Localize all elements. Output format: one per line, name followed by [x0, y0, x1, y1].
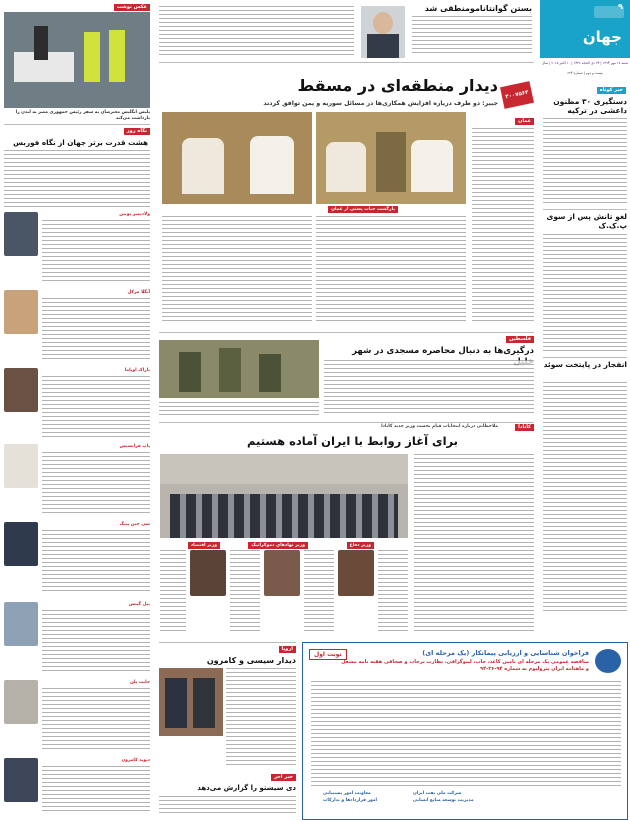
ad-signature-2: مدیریت توسعه منابع انسانی [413, 798, 474, 803]
profile-name-5: شی جین پینگ [119, 522, 150, 527]
top-story-tag: عمان [515, 118, 534, 125]
short-news-headline-1: دستگیری ۳۰ مظنون داعشی در ترکیه [553, 97, 627, 115]
profile-name-2: آنگلا مرکل [127, 290, 150, 295]
ad-signature-1: شرکت ملی نفت ایران [413, 791, 462, 796]
protest-caption: پلیس انگلیس معترضان به سفر رئیس جمهوری مصر به لندن را بازداشت می‌کند [15, 110, 150, 121]
ad-title: فراخوان شناسایی و ارزیابی پیمانکار (یک مرحله ای) [422, 649, 589, 657]
bottom-text-2 [159, 796, 296, 816]
bottom-stories [155, 640, 300, 818]
bottom-photo [159, 668, 223, 736]
short-news-text-2 [543, 234, 627, 354]
section-masthead [540, 0, 630, 58]
mid-story-text [324, 360, 534, 416]
top-story-subheadline: جبیر: دو طرف دریاره افزایش همکاری‌ها در مسائل سوریه و یمن توافق کردند [263, 100, 498, 107]
canada-minister-photo-2 [264, 550, 300, 596]
bottom-headline-1: دیدار سیسی و کامرون [206, 656, 296, 665]
mid-story-caption [159, 402, 319, 416]
canada-text-col-d [160, 550, 186, 634]
short-news-headline-3: انفجار در پایتخت سوئد [543, 360, 627, 369]
canada-text-right [414, 454, 534, 634]
bottom-text-1 [226, 668, 296, 768]
canada-story [155, 420, 538, 640]
mid-story-headline: درگیری‌ها به دنبال محاصره مسجدی در شهر [352, 346, 534, 356]
mid-story [155, 330, 538, 420]
top-story-photo [316, 112, 466, 204]
photo-news-tag: عکس نوشت [114, 4, 150, 11]
issue-badge: ۳۰۰۷۵۶۳ [500, 81, 534, 109]
profile-name-1: ولادیمیر پوتین [119, 212, 150, 217]
canada-kicker: ملاحظاتی درباره انتخابات قیام نخست وزیر جدید کانادا [381, 424, 498, 429]
profile-photo-merkel [4, 290, 38, 334]
short-news-text-3 [543, 382, 627, 612]
canada-headline: برای آغاز روابط با ایران آماده هستیم [246, 434, 458, 448]
section-title: جهان [582, 28, 622, 46]
canada-label-2: وزیر نهادهای دموکراتیک [248, 542, 308, 549]
mid-story-tag: فلسطین [506, 336, 534, 343]
canada-text-col-c [230, 550, 260, 634]
profile-photo-xi [4, 522, 38, 566]
top-story-kicker: بستن گوانتانامومنطقی شد [424, 4, 532, 13]
kicker-text-left [159, 6, 354, 58]
forbes-headline: هشت قدرت برتر جهان از نگاه فوربس [13, 138, 148, 147]
date-line: شنبه ۱۸ مهر ۱۳۹۴ | ۲۴ ذی الحجه ۱۴۳۶ | ۱۰ اکتبر ۲۰۱۵ | سال بیست و دوم | شماره ۶۲۴ [541, 61, 629, 75]
top-story-text-col-1 [472, 128, 534, 324]
top-story [155, 0, 538, 330]
ad-signature-3: معاونت امور پشتیبانی [323, 791, 371, 796]
bottom-tag-1: اروپا [279, 646, 296, 653]
kicker-text-right [412, 16, 532, 56]
kicker-portrait [361, 6, 405, 58]
canada-tag: کانادا [515, 424, 534, 431]
ad-logo [595, 649, 621, 673]
forbes-list [4, 212, 150, 816]
top-story-photo-2 [162, 112, 312, 204]
profile-name-6: بیل گیتس [128, 602, 150, 607]
profile-name-3: باراک اوباما [124, 368, 150, 373]
short-news-headline-2: لغو تانش پس از سوی پ.ک.ک [546, 212, 627, 230]
forbes-intro [4, 150, 150, 208]
canada-text-col-b [304, 550, 334, 634]
top-story-headline: دیدار منطقه‌ای در مسقط [297, 76, 498, 95]
left-column [0, 0, 152, 820]
tender-ad [302, 642, 628, 820]
canada-text-col-a [378, 550, 408, 634]
bottom-tag-2: خبر آخر [271, 774, 296, 781]
profile-photo-cameron [4, 758, 38, 802]
mid-story-photo [159, 340, 319, 398]
profile-photo-yellen [4, 680, 38, 724]
profile-name-4: پاپ فرانسیس [119, 444, 150, 449]
canada-group-photo [160, 454, 408, 538]
canada-minister-photo-3 [190, 550, 226, 596]
canada-minister-photo-1 [338, 550, 374, 596]
top-story-text-col-3 [162, 216, 312, 324]
ad-signature-4: امور قراردادها و تدارکات [323, 798, 377, 803]
protest-photo [4, 12, 150, 108]
ad-badge: نوبت اول [309, 649, 347, 660]
profile-photo-pope [4, 444, 38, 488]
page-number: ۹ [618, 2, 623, 11]
photo-caption-tag: بازگشت حیات پستی از عمان [328, 206, 398, 213]
bottom-headline-2: دی سیستو را گزارش می‌دهد [197, 784, 296, 792]
top-story-text-col-2 [316, 216, 466, 324]
profile-name-7: جانت یلن [129, 680, 150, 685]
short-news-text-1 [543, 118, 627, 206]
ad-subtitle: مناقصه عمومی یک مرحله ای تامین کاغذ، چاپ، لیتوگرافی، نظارت برچاپ و صحافی هفته نامه مشعل و ماهنامه ایران پترولیوم به شماره ۹۴-۲۶-۹۴ [341, 659, 589, 672]
profile-photo-obama [4, 368, 38, 412]
profile-name-8: دیوید کامرون [121, 758, 150, 763]
profile-photo-putin [4, 212, 38, 256]
profile-photo-gates [4, 602, 38, 646]
forbes-tag: نگاه روز [124, 128, 150, 135]
ad-body [311, 681, 621, 787]
canada-label-1: وزیر دفاع [347, 542, 374, 549]
canada-label-3: وزیر اقتصاد [188, 542, 220, 549]
short-news-tag: خبر کوتاه [597, 87, 626, 94]
